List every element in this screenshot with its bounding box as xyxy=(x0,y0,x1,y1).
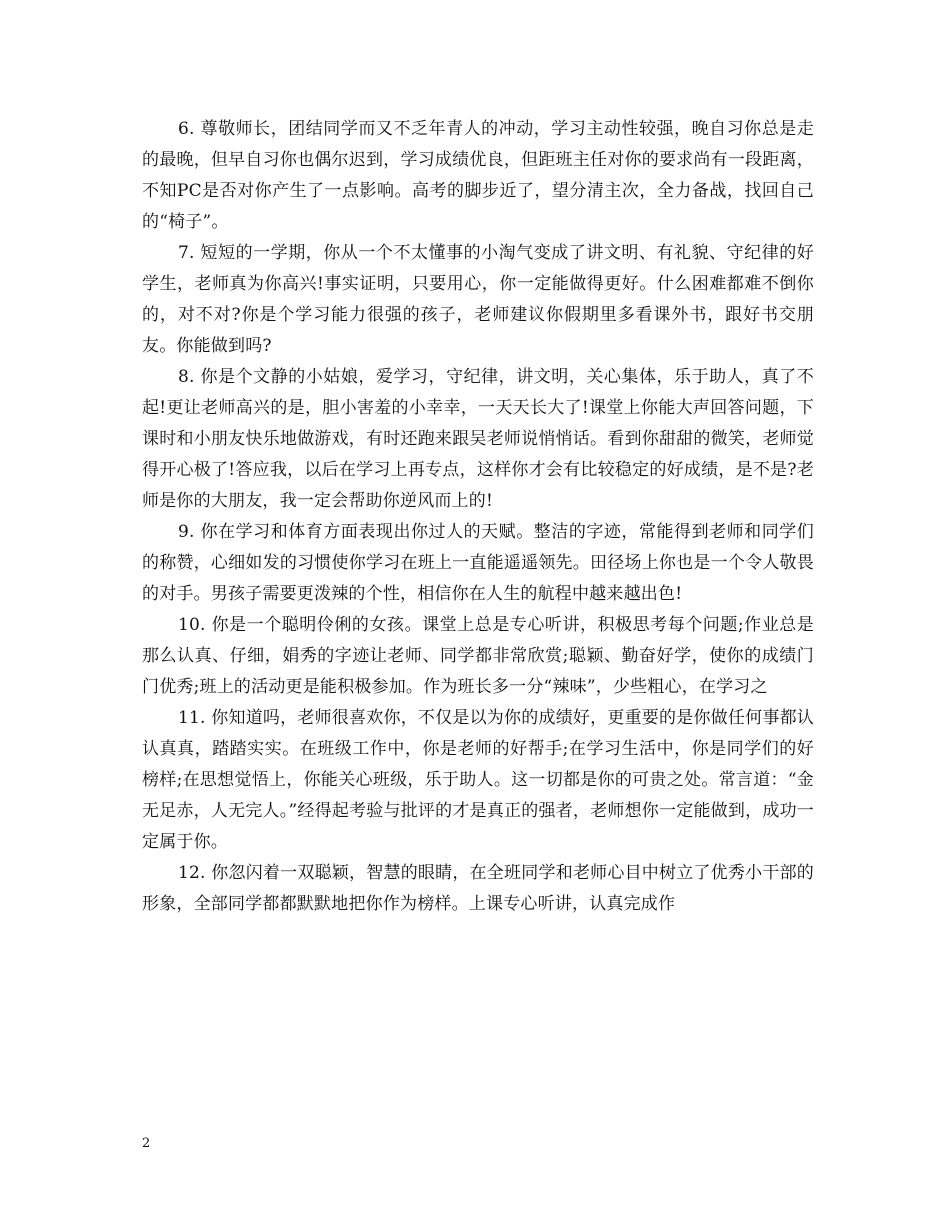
document-body xyxy=(142,114,814,920)
paragraph-7: 7. 短短的一学期，你从一个不太懂事的小淘气变成了讲文明、有礼貌、守纪律的好学生，老师真为你高兴!事实证明，只要用心，你一定能做得更好。什么困难都难不倒你的，对不对?你是个学习能力很强的孩子，老师建议你假期里多看课外书，跟好书交朋友。你能做到吗? xyxy=(142,243,814,356)
page-number: 2 xyxy=(142,1136,151,1151)
paragraph-9: 9. 你在学习和体育方面表现出你过人的天赋。整洁的字迹，常能得到老师和同学们的称赞，心细如发的习惯使你学习在班上一直能遥遥领先。田径场上你也是一个令人敬畏的对手。男孩子需要更泼辣的个性，相信你在人生的航程中越来越出色! xyxy=(142,522,814,604)
paragraph-10: 10. 你是一个聪明伶俐的女孩。课堂上总是专心听讲，积极思考每个问题;作业总是那么认真、仔细，娟秀的字迹让老师、同学都非常欣赏;聪颖、勤奋好学，使你的成绩门门优秀;班上的活动更是能积极参加。作为班长多一分“辣味”，少些粗心，在学习之 xyxy=(142,615,814,697)
paragraph-11: 11. 你知道吗，老师很喜欢你，不仅是以为你的成绩好，更重要的是你做任何事都认认真真，踏踏实实。在班级工作中，你是老师的好帮手;在学习生活中，你是同学们的好榜样;在思想觉悟上，你能关心班级，乐于助人。这一切都是你的可贵之处。常言道：“金无足赤，人无完人。”经得起考验与批评的才是真正的强者，老师想你一定能做到，成功一定属于你。 xyxy=(142,708,814,852)
paragraph-12: 12. 你忽闪着一双聪颖，智慧的眼睛，在全班同学和老师心目中树立了优秀小干部的形象，全部同学都都默默地把你作为榜样。上课专心听讲，认真完成作 xyxy=(142,863,814,914)
paragraph-8: 8. 你是个文静的小姑娘，爱学习，守纪律，讲文明，关心集体，乐于助人，真了不起!更让老师高兴的是，胆小害羞的小幸幸，一天天长大了!课堂上你能大声回答问题，下课时和小朋友快乐地做游戏，有时还跑来跟吴老师说悄悄话。看到你甜甜的微笑，老师觉得开心极了!答应我，以后在学习上再专点，这样你才会有比较稳定的好成绩，是不是?老师是你的大朋友，我一定会帮助你逆风而上的! xyxy=(142,367,814,511)
paragraph-6: 6. 尊敬师长，团结同学而又不乏年青人的冲动，学习主动性较强，晚自习你总是走的最晚，但早自习你也偶尔迟到，学习成绩优良，但距班主任对你的要求尚有一段距离，不知PC是否对你产生了一点影响。高考的脚步近了，望分清主次，全力备战，找回自己的“椅子”。 xyxy=(142,119,814,232)
